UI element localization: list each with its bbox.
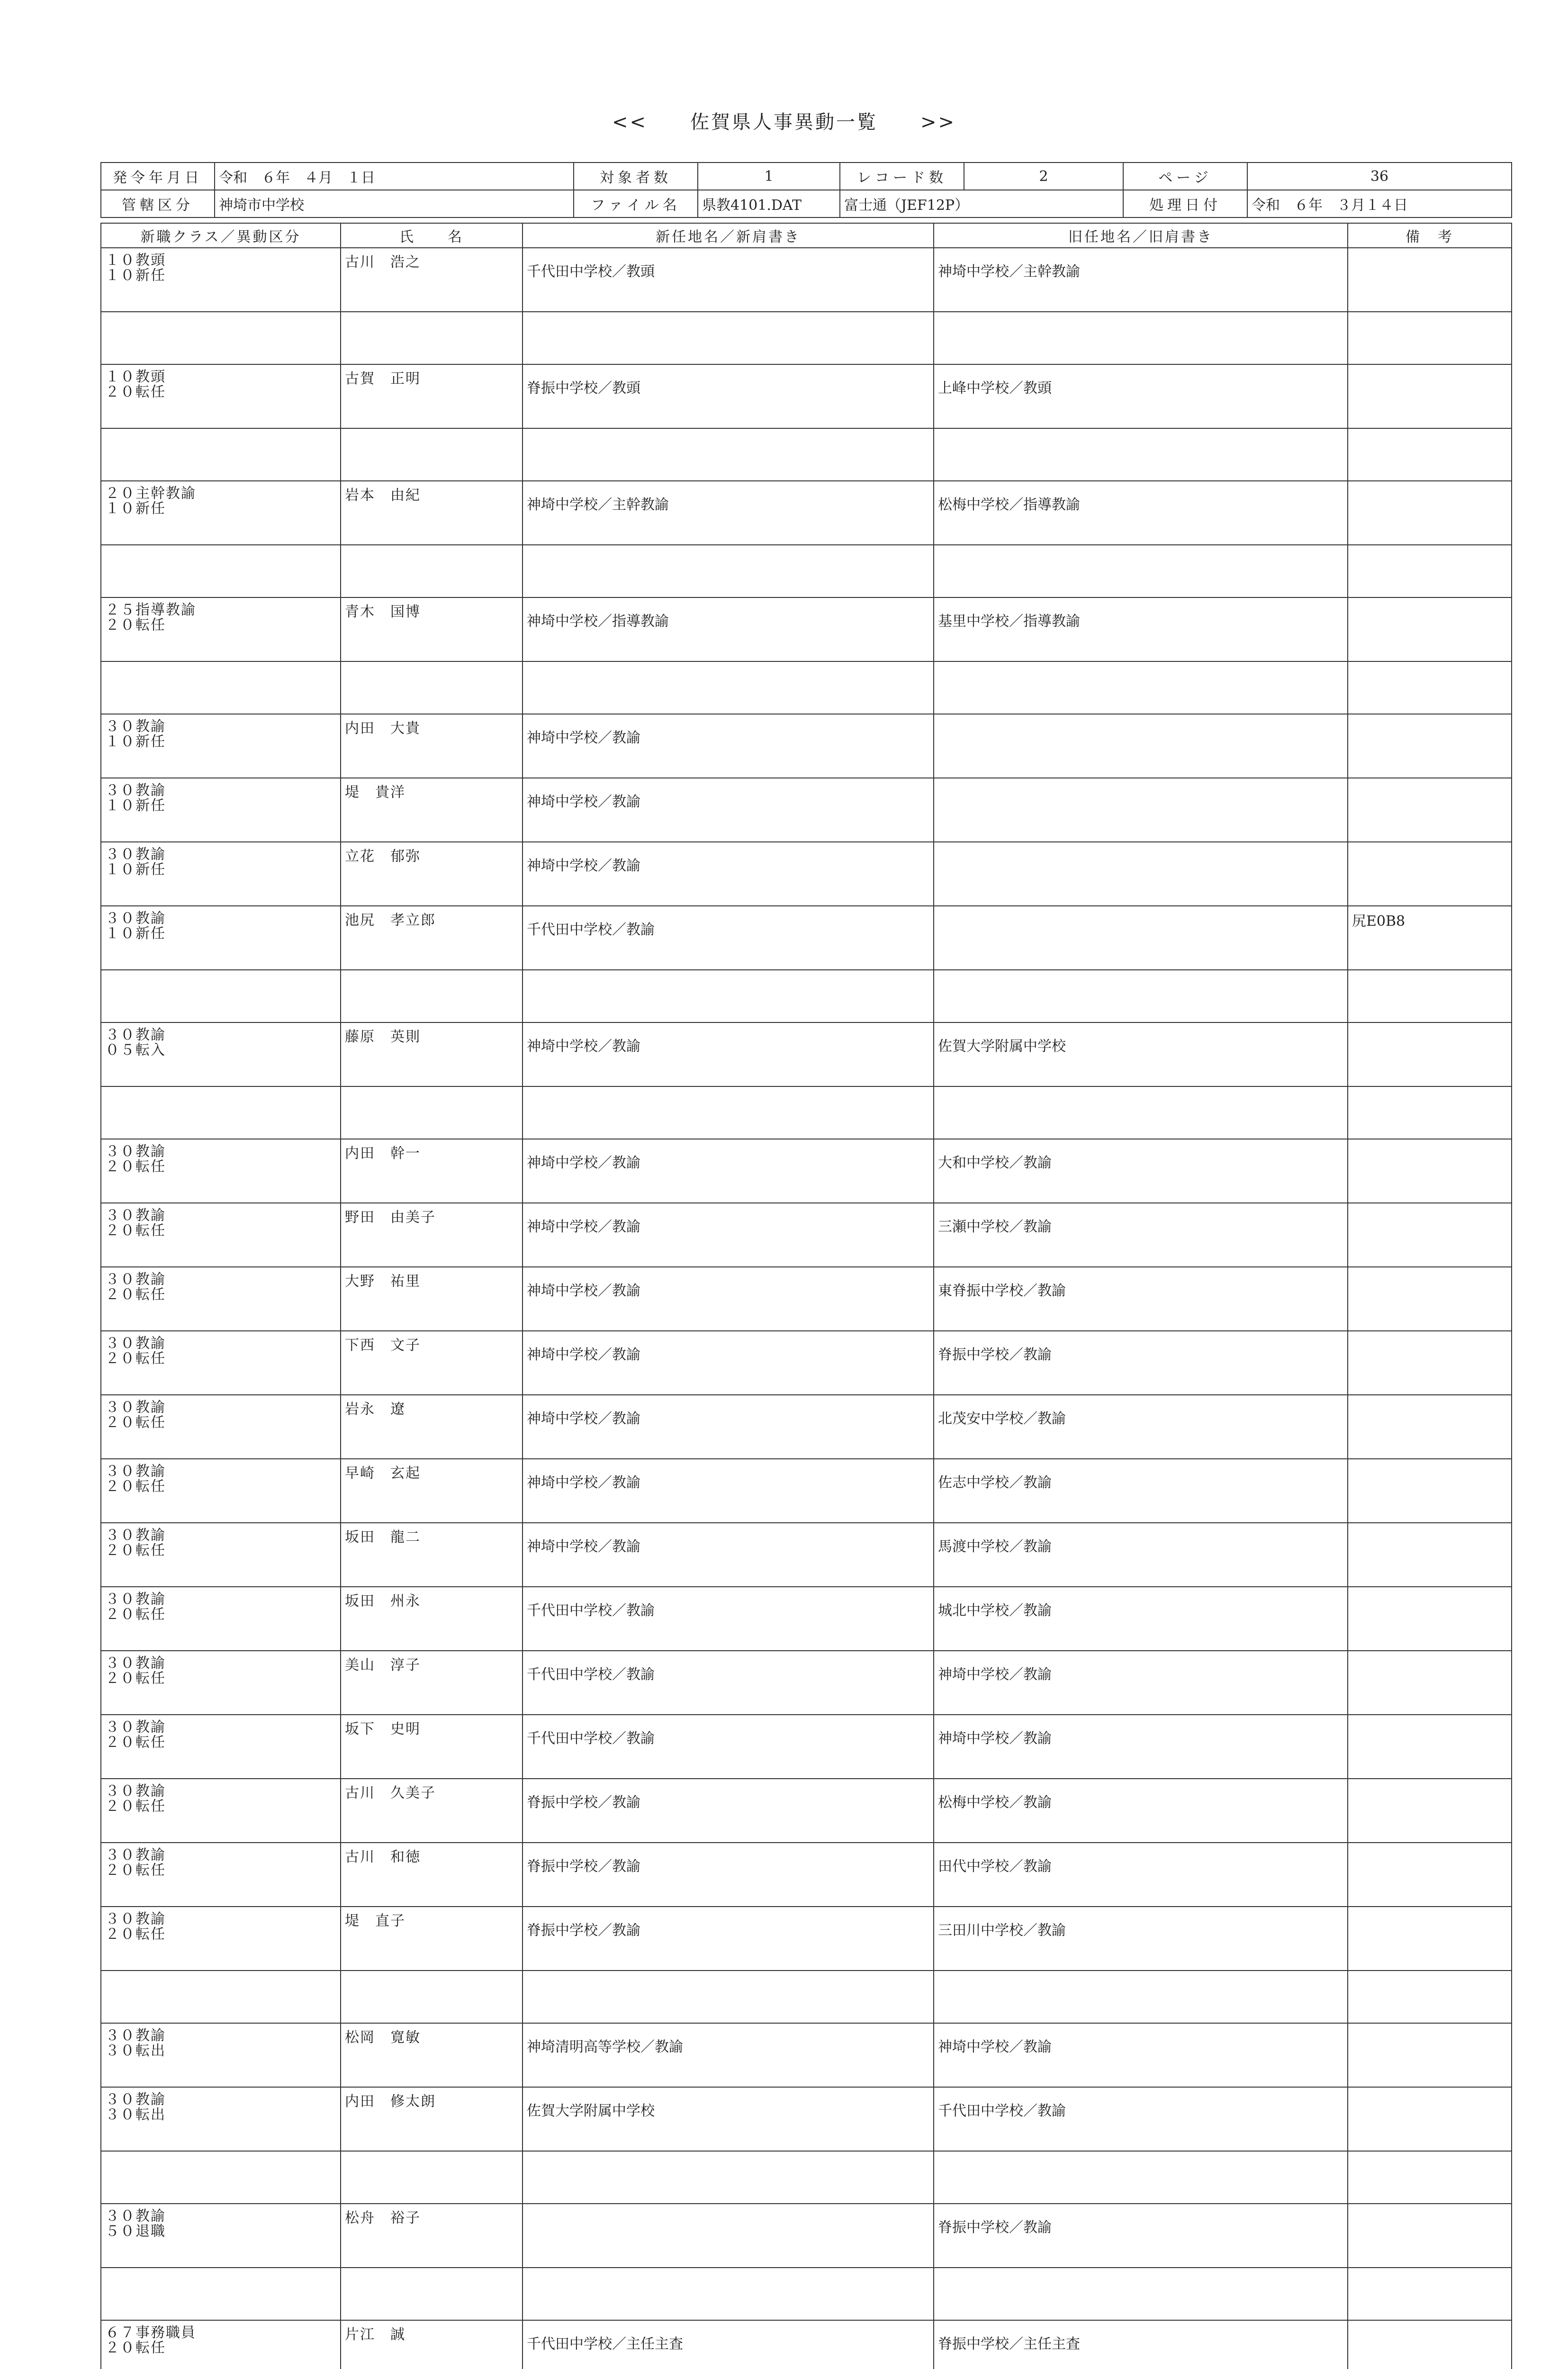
old-position: 神埼中学校／教諭 — [934, 1715, 1348, 1779]
blank-cell — [341, 1971, 523, 2023]
class-cell — [101, 1203, 341, 1267]
title-left-mark: << — [612, 111, 648, 133]
table-row — [101, 1203, 1512, 1267]
new-position: 神埼中学校／教諭 — [523, 842, 934, 906]
blank-cell — [934, 428, 1348, 481]
blank-row — [101, 1971, 1512, 2023]
person-name: 坂田 州永 — [341, 1587, 523, 1651]
old-position: 東脊振中学校／教諭 — [934, 1267, 1348, 1331]
job-class: ３０教諭 — [105, 910, 166, 927]
person-name: 古川 和徳 — [341, 1843, 523, 1907]
job-class: ３０教諭 — [105, 846, 166, 863]
job-class: ３０教諭 — [105, 2091, 166, 2108]
subjects-value: 1 — [698, 163, 840, 190]
blank-cell — [934, 661, 1348, 714]
blank-cell — [934, 2151, 1348, 2204]
blank-cell — [523, 1086, 934, 1139]
blank-row — [101, 545, 1512, 597]
job-class: ３０教諭 — [105, 1527, 166, 1544]
class-cell — [101, 2320, 341, 2369]
new-position: 神埼中学校／教諭 — [523, 1203, 934, 1267]
column-header-new: 新任地名／新肩書き — [523, 223, 934, 248]
job-class: ３０教諭 — [105, 1719, 166, 1736]
new-position: 神埼中学校／主幹教諭 — [523, 481, 934, 545]
transfer-type: ３０転出 — [105, 2107, 166, 2123]
remarks-cell — [1348, 842, 1512, 906]
blank-row — [101, 661, 1512, 714]
blank-row — [101, 2151, 1512, 2204]
class-cell — [101, 1907, 341, 1971]
new-position: 神埼中学校／教諭 — [523, 1523, 934, 1587]
blank-cell — [1348, 2151, 1512, 2204]
table-row — [101, 1331, 1512, 1395]
new-position: 神埼中学校／教諭 — [523, 1459, 934, 1523]
transfer-type: ２０転任 — [105, 2340, 166, 2356]
table-row — [101, 597, 1512, 661]
old-position — [934, 714, 1348, 778]
blank-cell — [934, 545, 1348, 597]
remarks-cell — [1348, 1715, 1512, 1779]
blank-cell — [523, 2151, 934, 2204]
blank-cell — [1348, 428, 1512, 481]
person-name: 内田 大貴 — [341, 714, 523, 778]
person-name: 藤原 英則 — [341, 1022, 523, 1086]
new-position: 神埼中学校／教諭 — [523, 1331, 934, 1395]
transfer-type: ２０転任 — [105, 1670, 166, 1687]
class-cell — [101, 1587, 341, 1651]
class-cell — [101, 597, 341, 661]
old-position — [934, 906, 1348, 970]
person-name: 美山 淳子 — [341, 1651, 523, 1715]
transfer-type: １０新任 — [105, 500, 166, 517]
remarks-cell — [1348, 1395, 1512, 1459]
title-text: 佐賀県人事異動一覧 — [690, 111, 878, 133]
table-row — [101, 714, 1512, 778]
blank-cell — [934, 2268, 1348, 2320]
blank-cell — [1348, 545, 1512, 597]
class-cell — [101, 1779, 341, 1843]
table-row — [101, 364, 1512, 428]
blank-row — [101, 312, 1512, 364]
remarks-cell — [1348, 1022, 1512, 1086]
remarks-cell — [1348, 1523, 1512, 1587]
transfer-type: １０新任 — [105, 267, 166, 284]
old-position: 松梅中学校／指導教諭 — [934, 481, 1348, 545]
job-class: ３０教諭 — [105, 718, 166, 735]
blank-cell — [1348, 1971, 1512, 2023]
old-position — [934, 842, 1348, 906]
remarks-cell — [1348, 2087, 1512, 2151]
transfer-type: ２０転任 — [105, 384, 166, 400]
records-label: レコード数 — [840, 163, 964, 190]
table-row — [101, 2204, 1512, 2268]
job-class: ３０教諭 — [105, 782, 166, 799]
column-header-old: 旧任地名／旧肩書き — [934, 223, 1348, 248]
job-class: ３０教諭 — [105, 1591, 166, 1608]
column-header-name: 氏 名 — [341, 223, 523, 248]
person-name: 岩本 由紀 — [341, 481, 523, 545]
transfer-type: ０５転入 — [105, 1042, 166, 1058]
old-position: 神埼中学校／教諭 — [934, 1651, 1348, 1715]
new-position: 脊振中学校／教諭 — [523, 1907, 934, 1971]
class-cell — [101, 778, 341, 842]
issue-date-value: 令和 ６年 ４月 １日 — [215, 163, 574, 190]
new-position: 神埼中学校／教諭 — [523, 714, 934, 778]
remarks-cell: 尻E0B8 — [1348, 906, 1512, 970]
blank-cell — [523, 312, 934, 364]
job-class: ２０主幹教諭 — [105, 485, 196, 502]
job-class: ３０教諭 — [105, 1207, 166, 1224]
job-class: ３０教諭 — [105, 1911, 166, 1927]
new-position: 神埼清明高等学校／教諭 — [523, 2023, 934, 2087]
blank-cell — [934, 1971, 1348, 2023]
person-name: 古賀 正明 — [341, 364, 523, 428]
process-date-value: 令和 ６年 ３月１４日 — [1247, 190, 1512, 217]
blank-cell — [523, 970, 934, 1022]
person-name: 松岡 寛敏 — [341, 2023, 523, 2087]
blank-cell — [341, 312, 523, 364]
old-position: 上峰中学校／教頭 — [934, 364, 1348, 428]
job-class: ３０教諭 — [105, 1399, 166, 1416]
table-row — [101, 1587, 1512, 1651]
column-header-remarks: 備 考 — [1348, 223, 1512, 248]
person-name: 古川 浩之 — [341, 248, 523, 312]
person-name: 坂下 史明 — [341, 1715, 523, 1779]
class-cell — [101, 1139, 341, 1203]
table-row — [101, 248, 1512, 312]
old-position: 脊振中学校／教諭 — [934, 2204, 1348, 2268]
blank-cell — [523, 545, 934, 597]
old-position: 馬渡中学校／教諭 — [934, 1523, 1348, 1587]
blank-cell — [523, 428, 934, 481]
job-class: ３０教諭 — [105, 1655, 166, 1672]
blank-cell — [101, 312, 341, 364]
person-name: 早崎 玄起 — [341, 1459, 523, 1523]
transfer-type: ５０退職 — [105, 2223, 166, 2240]
new-position: 神埼中学校／教諭 — [523, 1267, 934, 1331]
person-name: 堤 直子 — [341, 1907, 523, 1971]
remarks-cell — [1348, 1267, 1512, 1331]
old-position: 脊振中学校／教諭 — [934, 1331, 1348, 1395]
old-position: 三瀬中学校／教諭 — [934, 1203, 1348, 1267]
new-position: 神埼中学校／教諭 — [523, 1022, 934, 1086]
remarks-cell — [1348, 714, 1512, 778]
blank-cell — [341, 2151, 523, 2204]
jurisdiction-value: 神埼市中学校 — [215, 190, 574, 217]
column-header-class: 新職クラス／異動区分 — [101, 223, 341, 248]
class-cell — [101, 1331, 341, 1395]
blank-cell — [1348, 970, 1512, 1022]
blank-cell — [1348, 2268, 1512, 2320]
blank-cell — [934, 312, 1348, 364]
job-class: １０教頭 — [105, 369, 166, 385]
class-cell — [101, 248, 341, 312]
class-cell — [101, 1523, 341, 1587]
job-class: ３０教諭 — [105, 2208, 166, 2224]
old-position: 佐賀大学附属中学校 — [934, 1022, 1348, 1086]
person-name: 松舟 裕子 — [341, 2204, 523, 2268]
job-class: ３０教諭 — [105, 1027, 166, 1043]
table-row — [101, 1459, 1512, 1523]
person-name: 坂田 龍二 — [341, 1523, 523, 1587]
subjects-label: 対象者数 — [574, 163, 698, 190]
table-row — [101, 2320, 1512, 2369]
old-position: 大和中学校／教諭 — [934, 1139, 1348, 1203]
transfer-type: ２０転任 — [105, 1606, 166, 1623]
blank-cell — [101, 970, 341, 1022]
blank-cell — [341, 661, 523, 714]
blank-cell — [1348, 661, 1512, 714]
person-name: 下西 文子 — [341, 1331, 523, 1395]
table-header-row — [101, 223, 1512, 248]
blank-cell — [341, 1086, 523, 1139]
remarks-cell — [1348, 248, 1512, 312]
transfer-type: ２０転任 — [105, 1862, 166, 1879]
new-position: 千代田中学校／教諭 — [523, 1651, 934, 1715]
remarks-cell — [1348, 1779, 1512, 1843]
system-value: 富士通（JEF12P） — [840, 190, 1123, 217]
page-title — [0, 108, 1568, 136]
job-class: ３０教諭 — [105, 1847, 166, 1863]
transfer-type: ２０転任 — [105, 617, 166, 633]
new-position: 神埼中学校／教諭 — [523, 1139, 934, 1203]
records-value: 2 — [964, 163, 1123, 190]
blank-cell — [101, 428, 341, 481]
new-position: 千代田中学校／教頭 — [523, 248, 934, 312]
old-position: 城北中学校／教諭 — [934, 1587, 1348, 1651]
blank-cell — [101, 2268, 341, 2320]
old-position: 神埼中学校／主幹教諭 — [934, 248, 1348, 312]
table-row — [101, 906, 1512, 970]
file-value: 県教4101.DAT — [698, 190, 840, 217]
header-table — [100, 162, 1512, 218]
class-cell — [101, 1651, 341, 1715]
table-row — [101, 778, 1512, 842]
job-class: ６７事務職員 — [105, 2324, 196, 2341]
transfer-type: １０新任 — [105, 797, 166, 814]
blank-row — [101, 2268, 1512, 2320]
job-class: ３０教諭 — [105, 1335, 166, 1352]
transfer-type: ２０転任 — [105, 1798, 166, 1815]
remarks-cell — [1348, 1139, 1512, 1203]
remarks-cell — [1348, 2320, 1512, 2369]
blank-cell — [101, 545, 341, 597]
table-row — [101, 1022, 1512, 1086]
blank-cell — [101, 661, 341, 714]
person-name: 内田 幹一 — [341, 1139, 523, 1203]
blank-row — [101, 428, 1512, 481]
class-cell — [101, 481, 341, 545]
page-label: ページ — [1123, 163, 1247, 190]
remarks-cell — [1348, 2204, 1512, 2268]
job-class: ３０教諭 — [105, 1463, 166, 1480]
class-cell — [101, 842, 341, 906]
class-cell — [101, 1267, 341, 1331]
table-row — [101, 1843, 1512, 1907]
remarks-cell — [1348, 1331, 1512, 1395]
remarks-cell — [1348, 1203, 1512, 1267]
class-cell — [101, 1459, 341, 1523]
old-position: 松梅中学校／教諭 — [934, 1779, 1348, 1843]
old-position: 基里中学校／指導教諭 — [934, 597, 1348, 661]
person-name: 内田 修太朗 — [341, 2087, 523, 2151]
blank-cell — [1348, 312, 1512, 364]
new-position: 脊振中学校／教諭 — [523, 1779, 934, 1843]
title-right-mark: >> — [920, 111, 956, 133]
new-position: 神埼中学校／教諭 — [523, 1395, 934, 1459]
person-name: 岩永 遼 — [341, 1395, 523, 1459]
blank-cell — [101, 1086, 341, 1139]
remarks-cell — [1348, 1587, 1512, 1651]
transfer-type: ２０転任 — [105, 1734, 166, 1751]
blank-cell — [341, 428, 523, 481]
new-position — [523, 2204, 934, 2268]
old-position: 佐志中学校／教諭 — [934, 1459, 1348, 1523]
transfer-type: ２０転任 — [105, 1158, 166, 1175]
transfer-type: ２０転任 — [105, 1414, 166, 1431]
table-row — [101, 2087, 1512, 2151]
old-position: 神埼中学校／教諭 — [934, 2023, 1348, 2087]
remarks-cell — [1348, 364, 1512, 428]
remarks-cell — [1348, 1907, 1512, 1971]
new-position: 脊振中学校／教頭 — [523, 364, 934, 428]
blank-cell — [1348, 1086, 1512, 1139]
transfer-type: ２０転任 — [105, 1542, 166, 1559]
job-class: ３０教諭 — [105, 1783, 166, 1799]
transfer-type: ２０転任 — [105, 1286, 166, 1303]
blank-cell — [101, 1971, 341, 2023]
blank-cell — [341, 545, 523, 597]
new-position: 脊振中学校／教諭 — [523, 1843, 934, 1907]
new-position: 千代田中学校／教諭 — [523, 1715, 934, 1779]
person-name: 池尻 孝立郎 — [341, 906, 523, 970]
person-name: 古川 久美子 — [341, 1779, 523, 1843]
blank-cell — [523, 1971, 934, 2023]
table-row — [101, 1395, 1512, 1459]
person-name: 立花 郁弥 — [341, 842, 523, 906]
table-row — [101, 1715, 1512, 1779]
class-cell — [101, 1395, 341, 1459]
remarks-cell — [1348, 778, 1512, 842]
old-position: 脊振中学校／主任主査 — [934, 2320, 1348, 2369]
remarks-cell — [1348, 2023, 1512, 2087]
old-position: 北茂安中学校／教諭 — [934, 1395, 1348, 1459]
remarks-cell — [1348, 481, 1512, 545]
transfer-type: ２０転任 — [105, 1350, 166, 1367]
table-row — [101, 1651, 1512, 1715]
class-cell — [101, 2087, 341, 2151]
transfer-type: １０新任 — [105, 861, 166, 878]
class-cell — [101, 2023, 341, 2087]
blank-row — [101, 1086, 1512, 1139]
personnel-table — [100, 223, 1512, 2369]
person-name: 堤 貴洋 — [341, 778, 523, 842]
person-name: 片江 誠 — [341, 2320, 523, 2369]
class-cell — [101, 1022, 341, 1086]
transfer-type: ２０転任 — [105, 1222, 166, 1239]
table-row — [101, 1267, 1512, 1331]
class-cell — [101, 906, 341, 970]
blank-row — [101, 970, 1512, 1022]
transfer-type: ２０転任 — [105, 1478, 166, 1495]
new-position: 千代田中学校／主任主査 — [523, 2320, 934, 2369]
class-cell — [101, 1843, 341, 1907]
person-name: 大野 祐里 — [341, 1267, 523, 1331]
table-body — [101, 248, 1512, 2369]
table-row — [101, 1523, 1512, 1587]
new-position: 佐賀大学附属中学校 — [523, 2087, 934, 2151]
class-cell — [101, 2204, 341, 2268]
blank-cell — [523, 661, 934, 714]
remarks-cell — [1348, 1459, 1512, 1523]
issue-date-label: 発令年月日 — [101, 163, 215, 190]
old-position — [934, 778, 1348, 842]
transfer-type: １０新任 — [105, 925, 166, 942]
job-class: ３０教諭 — [105, 1143, 166, 1160]
blank-cell — [934, 970, 1348, 1022]
transfer-type: １０新任 — [105, 733, 166, 750]
jurisdiction-label: 管轄区分 — [101, 190, 215, 217]
person-name: 野田 由美子 — [341, 1203, 523, 1267]
class-cell — [101, 364, 341, 428]
table-row — [101, 481, 1512, 545]
blank-cell — [934, 1086, 1348, 1139]
blank-cell — [341, 2268, 523, 2320]
table-row — [101, 2023, 1512, 2087]
new-position: 神埼中学校／教諭 — [523, 778, 934, 842]
person-name: 青木 国博 — [341, 597, 523, 661]
job-class: １０教頭 — [105, 252, 166, 269]
remarks-cell — [1348, 597, 1512, 661]
process-date-label: 処理日付 — [1123, 190, 1247, 217]
blank-cell — [523, 2268, 934, 2320]
new-position: 神埼中学校／指導教諭 — [523, 597, 934, 661]
table-row — [101, 1139, 1512, 1203]
old-position: 田代中学校／教諭 — [934, 1843, 1348, 1907]
old-position: 三田川中学校／教諭 — [934, 1907, 1348, 1971]
blank-cell — [341, 970, 523, 1022]
file-label: ファイル名 — [574, 190, 698, 217]
table-row — [101, 842, 1512, 906]
remarks-cell — [1348, 1651, 1512, 1715]
old-position: 千代田中学校／教諭 — [934, 2087, 1348, 2151]
new-position: 千代田中学校／教諭 — [523, 906, 934, 970]
job-class: ２５指導教諭 — [105, 602, 196, 618]
transfer-type: ３０転出 — [105, 2043, 166, 2059]
table-row — [101, 1779, 1512, 1843]
blank-cell — [101, 2151, 341, 2204]
remarks-cell — [1348, 1843, 1512, 1907]
job-class: ３０教諭 — [105, 1271, 166, 1288]
class-cell — [101, 714, 341, 778]
page-value: 36 — [1247, 163, 1512, 190]
transfer-type: ２０転任 — [105, 1926, 166, 1943]
table-row — [101, 1907, 1512, 1971]
class-cell — [101, 1715, 341, 1779]
new-position: 千代田中学校／教諭 — [523, 1587, 934, 1651]
job-class: ３０教諭 — [105, 2027, 166, 2044]
